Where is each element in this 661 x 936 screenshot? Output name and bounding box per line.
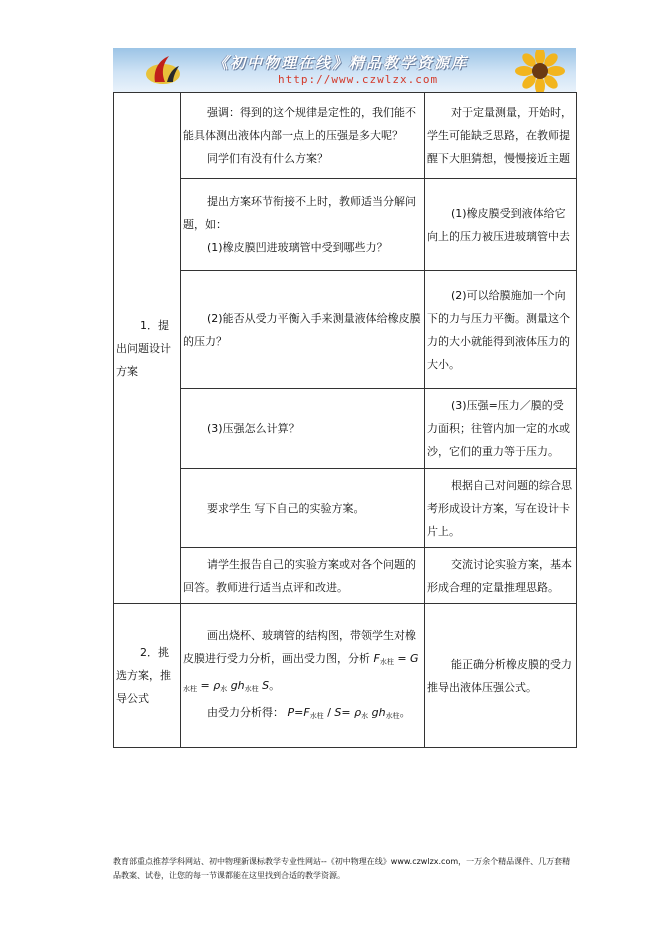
lesson-plan-table [113,92,577,748]
formula-symbol: = [341,705,351,719]
formula-subscript: 水柱 [379,657,394,666]
teacher-text: (1)橡皮膜凹进玻璃管中受到哪些力？ [207,241,388,254]
banner-title: 《初中物理在线》精品教学资源库 [213,54,469,72]
student-cell [425,548,577,604]
formula-symbol: / [327,705,331,719]
formula-subscript: 水柱 [183,684,197,693]
student-cell [425,179,577,271]
formula-subscript: 水柱 [244,684,259,693]
formula-symbol: ρ [354,705,362,719]
teacher-cell [181,469,425,548]
teacher-text: 强调：得到的这个规律是定性的，我们能不能具体测出液体内部一点上的压强是多大呢？ [183,106,416,142]
formula-symbol: P [287,705,295,719]
student-cell [425,604,577,748]
table-row [114,389,577,469]
teacher-cell [181,271,425,389]
student-text: (2)可以给膜施加一个向下的力与压力平衡。测量这个力的大小就能得到液体压力的大小。 [427,288,570,371]
formula-symbol: S [262,678,270,692]
formula-symbol: = [397,651,407,665]
table-row [114,548,577,604]
student-text: 对于定量测量，开始时，学生可能缺乏思路，在教师提醒下大胆猜想，慢慢接近主题 [427,106,572,165]
teacher-cell [181,548,425,604]
footer-note: 教育部重点推荐学科网站、初中物理新课标教学专业性网站--《初中物理在线》www.czwlzx.com，一万余个精品课件、几万套精品教案、试卷，让您的每一节课都能在这里找到合适的教学资源。 [113,857,571,880]
header-banner [113,48,576,92]
table-row [114,604,577,748]
student-cell [425,389,577,469]
section-cell [114,93,181,604]
formula-subscript: 水 [220,684,228,693]
formula-symbol: gh [371,705,386,719]
teacher-intro: 画出烧杯、玻璃管的结构图，带领学生对橡皮膜进行受力分析，画出受力图，分析 [183,628,416,665]
teacher-text: 请学生报告自己的实验方案或对各个问题的回答。教师进行适当点评和改进。 [183,557,416,594]
formula-symbol: S [334,705,342,719]
table-row [114,271,577,389]
formula-symbol: ρ [213,678,221,692]
student-text: 根据自己对问题的综合思考形成设计方案，写在设计卡片上。 [427,478,572,538]
formula-symbol: = [200,678,210,692]
formula-symbol: F [303,705,310,719]
teacher-text: (2)能否从受力平衡入手来测量液体给橡皮膜的压力？ [183,311,421,348]
section-label: 2．挑选方案，推导公式 [116,646,171,705]
student-cell [425,271,577,389]
teacher-text: 同学们有没有什么方案？ [207,152,328,165]
teacher-cell [181,179,425,271]
formula-subscript: 水 [361,711,369,720]
formula-symbol: 。 [399,705,411,719]
formula-symbol: G [410,651,419,665]
formula-symbol: 。 [269,678,281,692]
student-text: (1)橡皮膜受到液体给它向上的压力被压进玻璃管中去 [427,206,570,243]
formula-subscript: 水柱 [309,711,324,720]
student-cell [425,93,577,179]
teacher-analysis: 由受力分析得： [207,705,284,719]
student-text: (3)压强=压力／膜的受力面积；往管内加一定的水或沙，它们的重力等于压力。 [427,399,570,458]
formula-subscript: 水柱 [385,711,400,720]
section-cell [114,604,181,748]
teacher-cell [181,93,425,179]
table-row [114,469,577,548]
formula-symbol: gh [230,678,245,692]
formula-symbol: F [373,651,380,665]
teacher-text: 要求学生 写下自己的实验方案。 [207,501,365,515]
sunflower-icon [510,50,570,92]
banner-url: http://www.czwlzx.com [278,73,439,86]
table-row [114,179,577,271]
teacher-text: 提出方案环节衔接不上时，教师适当分解问题，如： [183,195,416,231]
teacher-text [183,624,422,701]
student-text: 能正确分析橡皮膜的受力推导出液体压强公式。 [427,657,572,694]
teacher-cell [181,604,425,748]
teacher-text: (3)压强怎么计算？ [207,422,300,435]
student-text: 交流讨论实验方案，基本形成合理的定量推理思路。 [427,557,572,594]
section-label: 1．提出问题设计方案 [116,318,171,378]
student-cell [425,469,577,548]
table-row [114,93,577,179]
formula-symbol: = [294,705,304,719]
teacher-cell [181,389,425,469]
site-logo-icon [143,52,183,88]
teacher-text [183,701,422,728]
